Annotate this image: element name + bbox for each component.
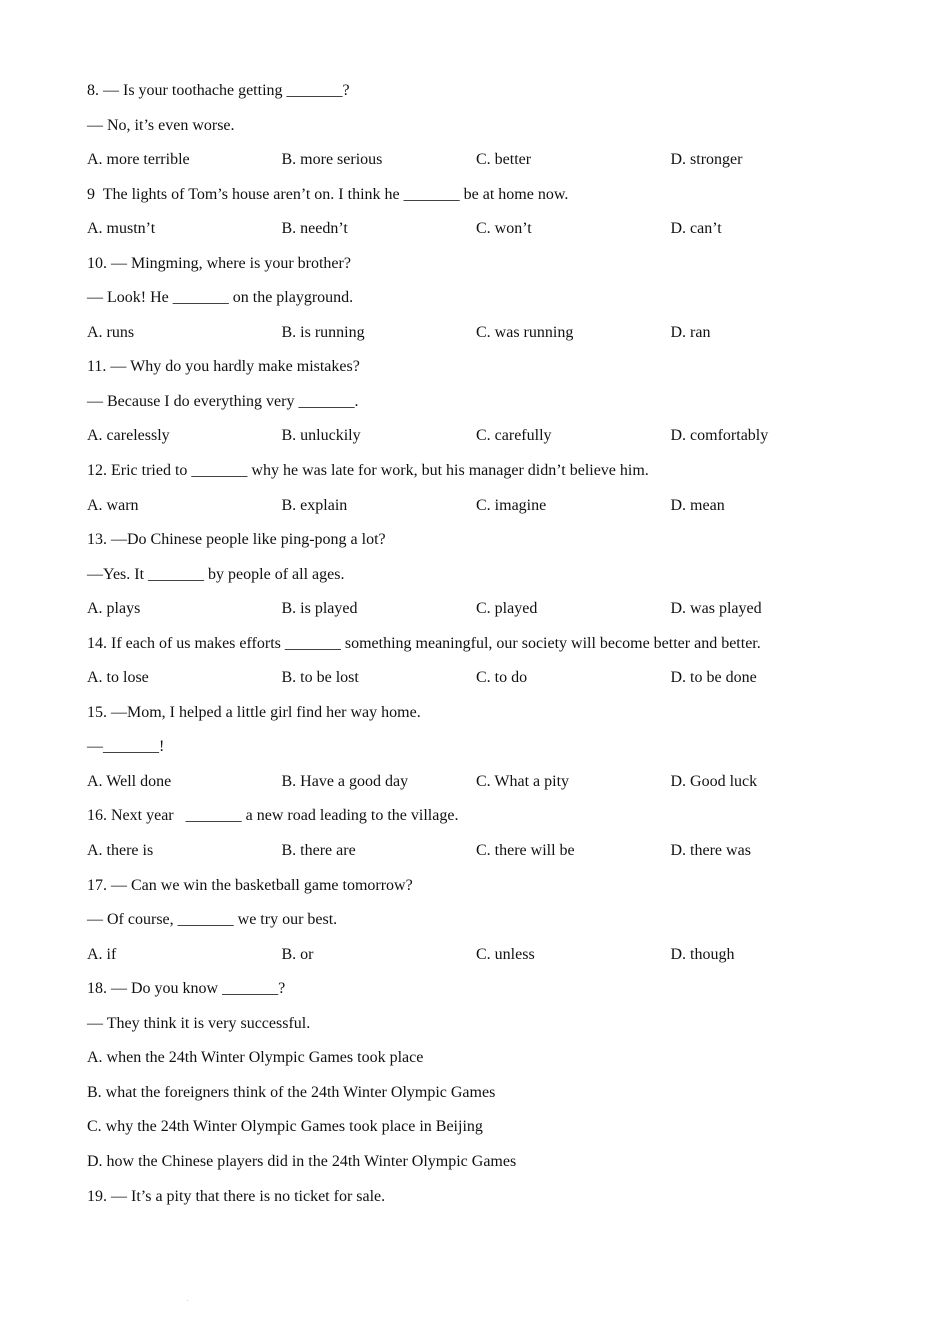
- option-b: B. Have a good day: [281, 772, 409, 790]
- question-13-options: [87, 596, 887, 631]
- question-16-stem: 16. Next year _______ a new road leading to the village.: [87, 807, 459, 825]
- option-a: A. when the 24th Winter Olympic Games took place: [87, 1049, 424, 1067]
- question-14: [87, 631, 887, 700]
- option-c: C. unless: [476, 945, 535, 963]
- question-13: [87, 527, 887, 631]
- question-17-reply: — Of course, _______ we try our best.: [87, 911, 338, 929]
- option-b: B. is played: [281, 600, 358, 618]
- question-9-stem: 9 The lights of Tom’s house aren’t on. I think he _______ be at home now.: [87, 185, 569, 203]
- question-18: [87, 976, 887, 1183]
- question-16-options: [87, 838, 887, 873]
- option-a: A. runs: [87, 323, 135, 341]
- option-d: D. was played: [670, 600, 762, 618]
- option-c: C. was running: [476, 323, 574, 341]
- question-15-reply: —_______!: [87, 738, 165, 756]
- option-b: B. is running: [281, 323, 365, 341]
- option-a: A. there is: [87, 842, 154, 860]
- option-c: C. better: [476, 151, 532, 169]
- page-speck: [187, 1300, 188, 1301]
- question-11-stem: 11. — Why do you hardly make mistakes?: [87, 358, 360, 376]
- question-15-stem: 15. —Mom, I helped a little girl find her way home.: [87, 703, 421, 721]
- question-11-options: [87, 423, 887, 458]
- question-16: [87, 803, 887, 872]
- option-d: D. comfortably: [670, 427, 769, 445]
- option-a: A. more terrible: [87, 151, 190, 169]
- option-d: D. to be done: [670, 669, 757, 687]
- option-c: C. won’t: [476, 220, 532, 238]
- option-a: A. mustn’t: [87, 220, 156, 238]
- question-10-options: [87, 320, 887, 355]
- option-c: C. why the 24th Winter Olympic Games took place in Beijing: [87, 1118, 483, 1136]
- question-12: [87, 458, 887, 527]
- question-8: [87, 78, 887, 182]
- option-a: A. carelessly: [87, 427, 170, 445]
- question-19: [87, 1184, 887, 1219]
- option-d: D. though: [670, 945, 735, 963]
- question-14-options: [87, 665, 887, 700]
- option-a: A. if: [87, 945, 117, 963]
- question-12-options: [87, 493, 887, 528]
- question-15: [87, 700, 887, 804]
- option-b: B. needn’t: [281, 220, 348, 238]
- option-c: C. What a pity: [476, 772, 570, 790]
- option-a: A. plays: [87, 600, 141, 618]
- option-d: D. Good luck: [670, 772, 758, 790]
- option-b: B. there are: [281, 842, 356, 860]
- question-19-stem: 19. — It’s a pity that there is no ticket for sale.: [87, 1187, 386, 1205]
- question-13-stem: 13. —Do Chinese people like ping-pong a lot?: [87, 531, 386, 549]
- question-18-stem: 18. — Do you know _______?: [87, 980, 286, 998]
- option-b: B. unluckily: [281, 427, 361, 445]
- option-b: B. what the foreigners think of the 24th Winter Olympic Games: [87, 1083, 496, 1101]
- option-b: B. more serious: [281, 151, 383, 169]
- option-d: D. can’t: [670, 220, 722, 238]
- option-c: C. carefully: [476, 427, 552, 445]
- option-b: B. to be lost: [281, 669, 359, 687]
- question-11-reply: — Because I do everything very _______.: [87, 392, 359, 410]
- option-d: D. stronger: [670, 151, 743, 169]
- question-11: [87, 354, 887, 458]
- option-c: C. imagine: [476, 496, 547, 514]
- question-10-stem: 10. — Mingming, where is your brother?: [87, 254, 351, 272]
- option-b: B. explain: [281, 496, 348, 514]
- question-17: [87, 873, 887, 977]
- option-a: A. Well done: [87, 772, 172, 790]
- question-17-options: [87, 942, 887, 977]
- question-8-stem: 8. — Is your toothache getting _______?: [87, 82, 350, 99]
- option-b: B. or: [281, 945, 314, 963]
- option-c: C. to do: [476, 669, 528, 687]
- question-10: [87, 251, 887, 355]
- question-17-stem: 17. — Can we win the basketball game tomorrow?: [87, 876, 413, 894]
- option-c: C. played: [476, 600, 538, 618]
- question-8-reply: — No, it’s even worse.: [87, 116, 235, 134]
- question-10-reply: — Look! He _______ on the playground.: [87, 289, 354, 307]
- option-a: A. to lose: [87, 669, 149, 687]
- option-c: C. there will be: [476, 842, 575, 860]
- question-9: [87, 182, 887, 251]
- question-18-reply: — They think it is very successful.: [87, 1014, 311, 1032]
- option-d: D. mean: [670, 496, 725, 514]
- question-12-stem: 12. Eric tried to _______ why he was late for work, but his manager didn’t believe him.: [87, 462, 649, 480]
- option-d: D. ran: [670, 323, 711, 341]
- option-d: D. there was: [670, 842, 751, 860]
- question-15-options: [87, 769, 887, 804]
- question-8-options: [87, 147, 887, 182]
- question-13-reply: —Yes. It _______ by people of all ages.: [87, 565, 345, 583]
- exam-page: [87, 78, 887, 1218]
- question-9-options: [87, 216, 887, 251]
- option-d: D. how the Chinese players did in the 24th Winter Olympic Games: [87, 1152, 517, 1170]
- option-a: A. warn: [87, 496, 139, 514]
- question-14-stem: 14. If each of us makes efforts _______ something meaningful, our society will become better and better.: [87, 634, 761, 652]
